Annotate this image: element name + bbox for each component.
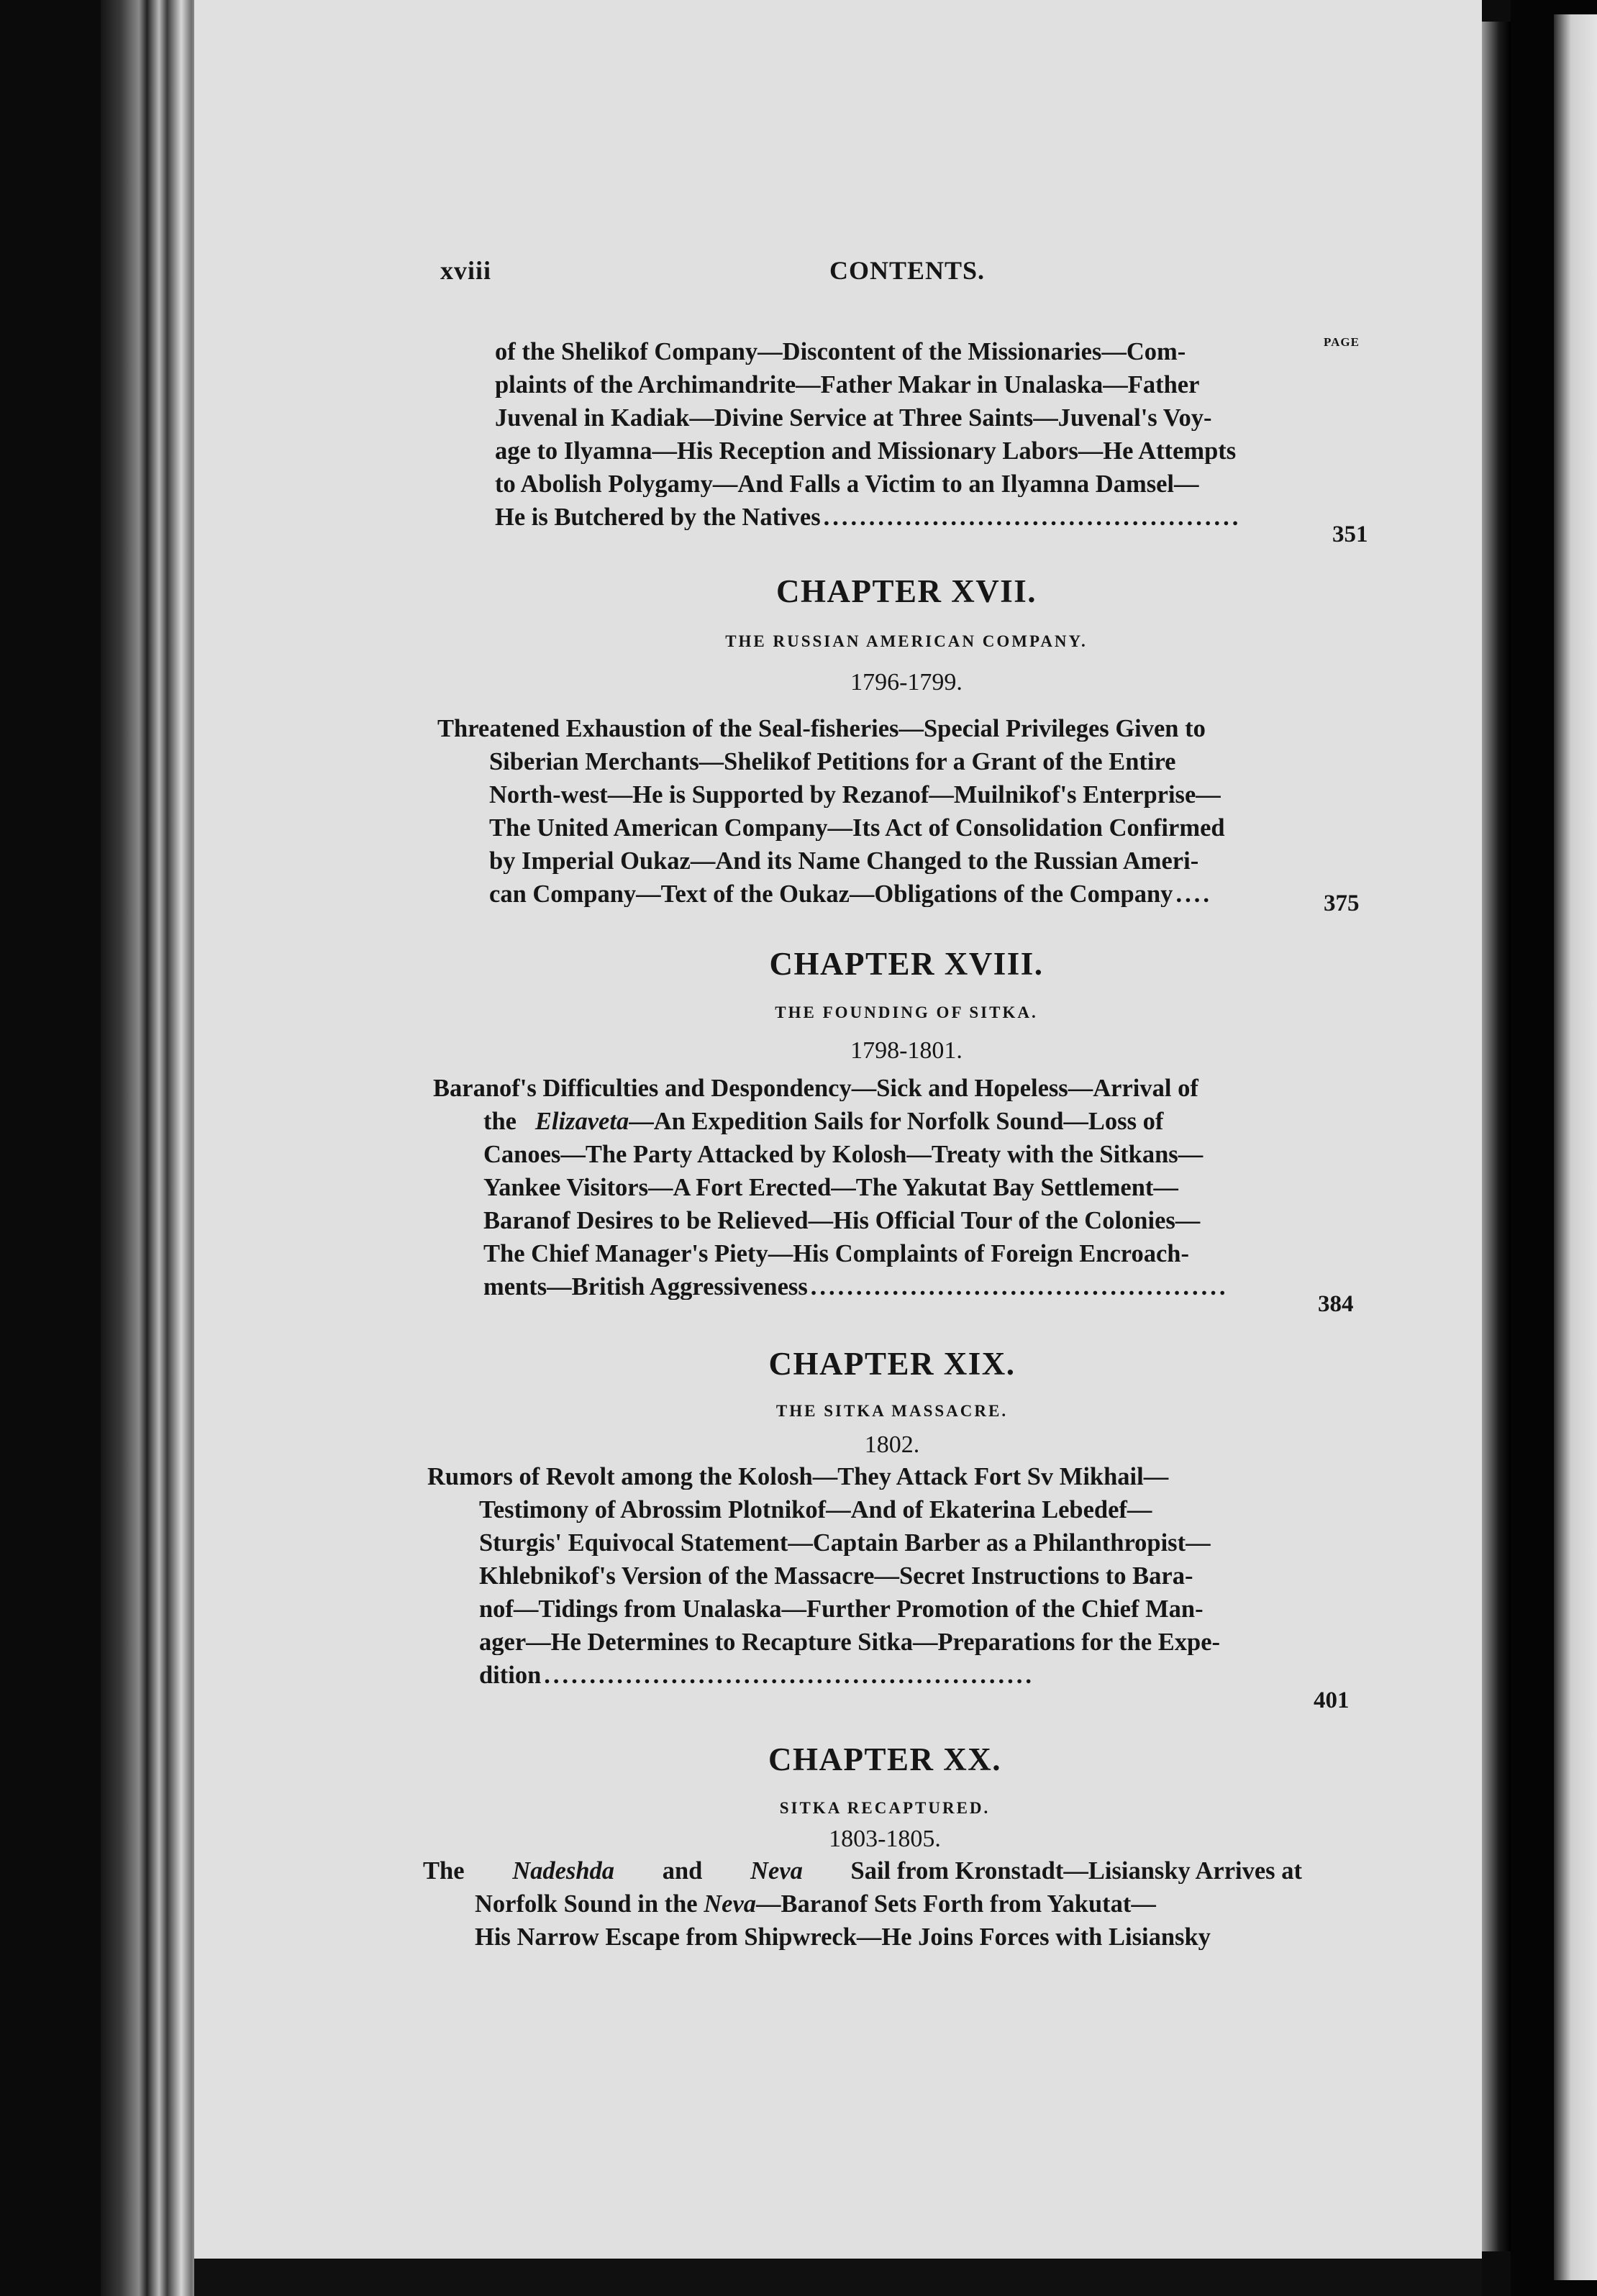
toc-line-with-leader: can Company—Text of the Oukaz—Obligations of the Company .... — [489, 882, 1316, 907]
toc-line-with-leader: He is Butchered by the Natives .............................................. — [495, 505, 1316, 530]
chapter-years: 1802. — [864, 1431, 920, 1458]
toc-line: the Elizaveta—An Expedition Sails for Norfolk Sound—Loss of — [483, 1109, 1164, 1134]
folio-number: xviii — [440, 256, 492, 285]
toc-line: The United American Company—Its Act of Consolidation Confirmed — [489, 816, 1225, 841]
toc-line: Testimony of Abrossim Plotnikof—And of Ekaterina Lebedef— — [479, 1498, 1152, 1523]
chapter-subtitle: THE RUSSIAN AMERICAN COMPANY. — [725, 632, 1088, 650]
toc-line: by Imperial Oukaz—And its Name Changed to the Russian Ameri- — [489, 849, 1199, 874]
page-number: 351 — [1332, 521, 1368, 547]
chapter-subtitle: SITKA RECAPTURED. — [779, 1799, 991, 1817]
dot-leader: ...................................................... — [544, 1663, 1035, 1688]
toc-line: Norfolk Sound in the Neva—Baranof Sets Forth from Yakutat— — [475, 1892, 1156, 1917]
dot-leader: .............................................. — [810, 1275, 1229, 1300]
chapter-subtitle: THE SITKA MASSACRE. — [775, 1402, 1009, 1420]
toc-line: Threatened Exhaustion of the Seal-fisheries—Special Privileges Given to — [437, 716, 1206, 742]
chapter-heading: CHAPTER XVII. — [775, 573, 1037, 609]
page-number: 375 — [1324, 890, 1360, 916]
chapter-heading: CHAPTER XIX. — [768, 1346, 1016, 1382]
toc-line: The Nadeshda and Neva Sail from Kronstadt—Lisiansky Arrives at — [423, 1859, 1302, 1884]
toc-line: Baranof's Difficulties and Despondency—Sick and Hopeless—Arrival of — [433, 1076, 1198, 1101]
facing-page-sliver — [1554, 14, 1597, 2280]
toc-line: Khlebnikof's Version of the Massacre—Secret Instructions to Bara- — [479, 1564, 1193, 1589]
chapter-years: 1803-1805. — [829, 1826, 941, 1852]
toc-line: Juvenal in Kadiak—Divine Service at Three Saints—Juvenal's Voy- — [495, 406, 1212, 431]
dot-leader: .... — [1175, 882, 1212, 907]
scan-bottom-margin — [194, 2259, 1482, 2296]
book-page-edges — [101, 0, 201, 2296]
toc-line: of the Shelikof Company—Discontent of the Missionaries—Com- — [495, 340, 1186, 365]
toc-line: ager—He Determines to Recapture Sitka—Preparations for the Expe- — [479, 1630, 1221, 1655]
toc-line: Rumors of Revolt among the Kolosh—They Attack Fort Sv Mikhail— — [427, 1464, 1169, 1490]
page-gutter-shadow — [1482, 22, 1511, 2251]
toc-line-with-leader: ments—British Aggressiveness .............................................. — [483, 1275, 1298, 1300]
dot-leader: .............................................. — [823, 505, 1242, 530]
page-number: 384 — [1318, 1291, 1354, 1317]
toc-line-with-leader: dition ...................................................... — [479, 1663, 1288, 1688]
scan-left-margin — [0, 0, 101, 2296]
page-column-label: PAGE — [1324, 335, 1360, 349]
toc-line: His Narrow Escape from Shipwreck—He Joins Forces with Lisiansky — [475, 1925, 1211, 1950]
toc-line: The Chief Manager's Piety—His Complaints of Foreign Encroach- — [483, 1242, 1189, 1267]
page-number: 401 — [1314, 1687, 1350, 1713]
toc-line: Yankee Visitors—A Fort Erected—The Yakutat Bay Settlement— — [483, 1175, 1178, 1201]
chapter-heading: CHAPTER XVIII. — [769, 946, 1044, 982]
toc-line: plaints of the Archimandrite—Father Makar in Unalaska—Father — [495, 373, 1200, 398]
chapter-years: 1798-1801. — [850, 1037, 963, 1064]
toc-line: Baranof Desires to be Relieved—His Official Tour of the Colonies— — [483, 1208, 1201, 1234]
toc-line: to Abolish Polygamy—And Falls a Victim to an Ilyamna Damsel— — [495, 472, 1199, 497]
chapter-years: 1796-1799. — [850, 669, 963, 696]
running-title: CONTENTS. — [829, 256, 986, 285]
toc-line: age to Ilyamna—His Reception and Missionary Labors—He Attempts — [495, 439, 1237, 464]
chapter-heading: CHAPTER XX. — [768, 1741, 1001, 1777]
toc-line: Canoes—The Party Attacked by Kolosh—Treaty with the Sitkans— — [483, 1142, 1204, 1167]
toc-line: Sturgis' Equivocal Statement—Captain Barber as a Philanthropist— — [479, 1531, 1211, 1556]
chapter-subtitle: THE FOUNDING OF SITKA. — [775, 1003, 1038, 1021]
toc-line: Siberian Merchants—Shelikof Petitions for a Grant of the Entire — [489, 750, 1176, 775]
toc-line: nof—Tidings from Unalaska—Further Promotion of the Chief Man- — [479, 1597, 1204, 1622]
toc-line: North-west—He is Supported by Rezanof—Muilnikof's Enterprise— — [489, 783, 1221, 808]
